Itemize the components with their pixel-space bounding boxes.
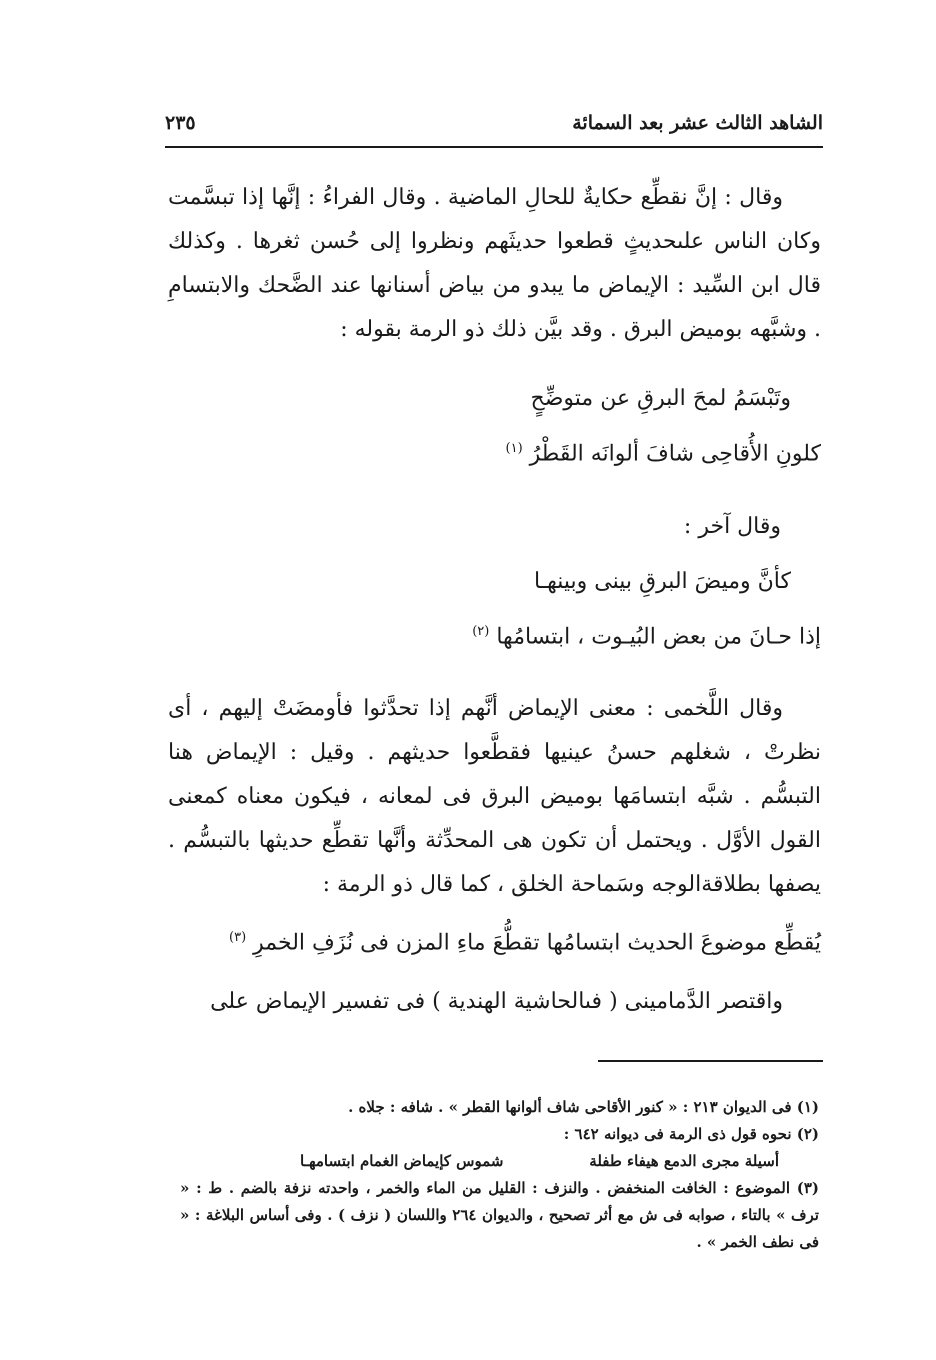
main-text bbox=[168, 176, 821, 1024]
paragraph-2: وقال اللَّخمى : معنى الإيماض أنَّهم إذا تحدَّثوا فأومضَتْ إليهم ، أى نظرتْ ، شغلهم حسنُ عينيها فقطَّعوا حديثهم . وقيل : الإيماض هنا التبسُّم . شبَّه ابتسامَها بوميض البرق فى لمعانه ، فيكون معناه كمعنى القول الأوَّل . ويحتمل أن تكون هى المحدِّثة وأنَّها تقطِّع حديثها بالتبسُّم . يصفها بطلاقةالوجه وسَماحة الخلق ، كما قال ذو الرمة : bbox=[168, 695, 821, 897]
verse-1-hemistich-a: وتَبْسَمُ لمحَ البرقِ عن متوضِّحٍ bbox=[530, 386, 791, 411]
page-number: ٢٣٥ bbox=[165, 112, 196, 134]
verse-2-hemistich-b bbox=[168, 607, 821, 662]
verse-3 bbox=[168, 913, 821, 968]
footnote-1: (١) فى الديوان ٢١٣ : « كنور الأقاحى شاف ألوانها القطر » . شافه : جلاه . bbox=[348, 1098, 819, 1116]
verse-1-hemistich-b-text: كلونِ الأُقاحِى شافَ ألوانَه القَطْرُ bbox=[529, 441, 821, 467]
page-header bbox=[165, 112, 823, 140]
verse-2-hemistich-a: كأنَّ وميضَ البرقِ بينى وبينهـا bbox=[533, 569, 791, 595]
footnote-3: (٣) الموضوع : الخافت المنخفض . والنزف : القليل من الماء والخمر ، واحدته نزفة بالضم . ط : « ترف » بالتاء ، صوابه فى ش مع أثر تصحيح ، والديوان ٢٦٤ واللسان ( نزف ) . وفى أساس البلاغة : « فى نطف الخمر » . bbox=[180, 1179, 819, 1251]
header-rule bbox=[165, 146, 823, 148]
footnote-ref-3: (٣) bbox=[229, 929, 247, 945]
paragraph-3: واقتصر الدَّمامينى ( فىالحاشية الهندية ) فى تفسير الإيماض على bbox=[210, 988, 783, 1014]
intro-another-poet: وقال آخر : bbox=[683, 514, 781, 540]
verse-1-hemistich-b bbox=[168, 424, 821, 479]
footnotes bbox=[180, 1094, 819, 1256]
footnote-2-verse-b: شموس كإيماض الغمام ابتسامهـا bbox=[300, 1152, 504, 1170]
verse-2 bbox=[168, 557, 821, 662]
verse-1 bbox=[168, 374, 821, 479]
footnote-2-verse bbox=[180, 1148, 819, 1175]
verse-2-hemistich-b-text: إذا حـانَ من بعض البُيـوت ، ابتسامُها bbox=[496, 624, 821, 650]
verse-3-text: يُقطِّع موضوعَ الحديث ابتسامُها تقطُّعَ ماءِ المزن فى نُزَفِ الخمرِ bbox=[253, 929, 821, 955]
footnote-ref-1: (١) bbox=[505, 441, 523, 456]
footnote-2: (٢) نحوه قول ذى الرمة فى ديوانه ٦٤٢ : bbox=[563, 1125, 819, 1143]
footnote-2-verse-a: أسيلة مجرى الدمع هيفاء طفلة bbox=[589, 1152, 779, 1170]
running-title: الشاهد الثالث عشر بعد السمائة bbox=[572, 112, 823, 134]
footnote-ref-2: (٢) bbox=[472, 624, 490, 640]
paragraph-1: وقال : إنَّ نقطِّع حكايةٌ للحالِ الماضية . وقال الفراءُ : إنَّها إذا تبسَّمت وكان الناس علىحديثٍ قطعوا حديثَهم ونظروا إلى حُسن ثغرها . وكذلك قال ابن السِّيد : الإيماض ما يبدو من بياض أسنانها عند الضَّحك والابتسامِ . وشبَّهه بوميض البرق . وقد بيَّن ذلك ذو الرمة بقوله : bbox=[168, 185, 821, 342]
footnote-rule bbox=[598, 1060, 823, 1062]
